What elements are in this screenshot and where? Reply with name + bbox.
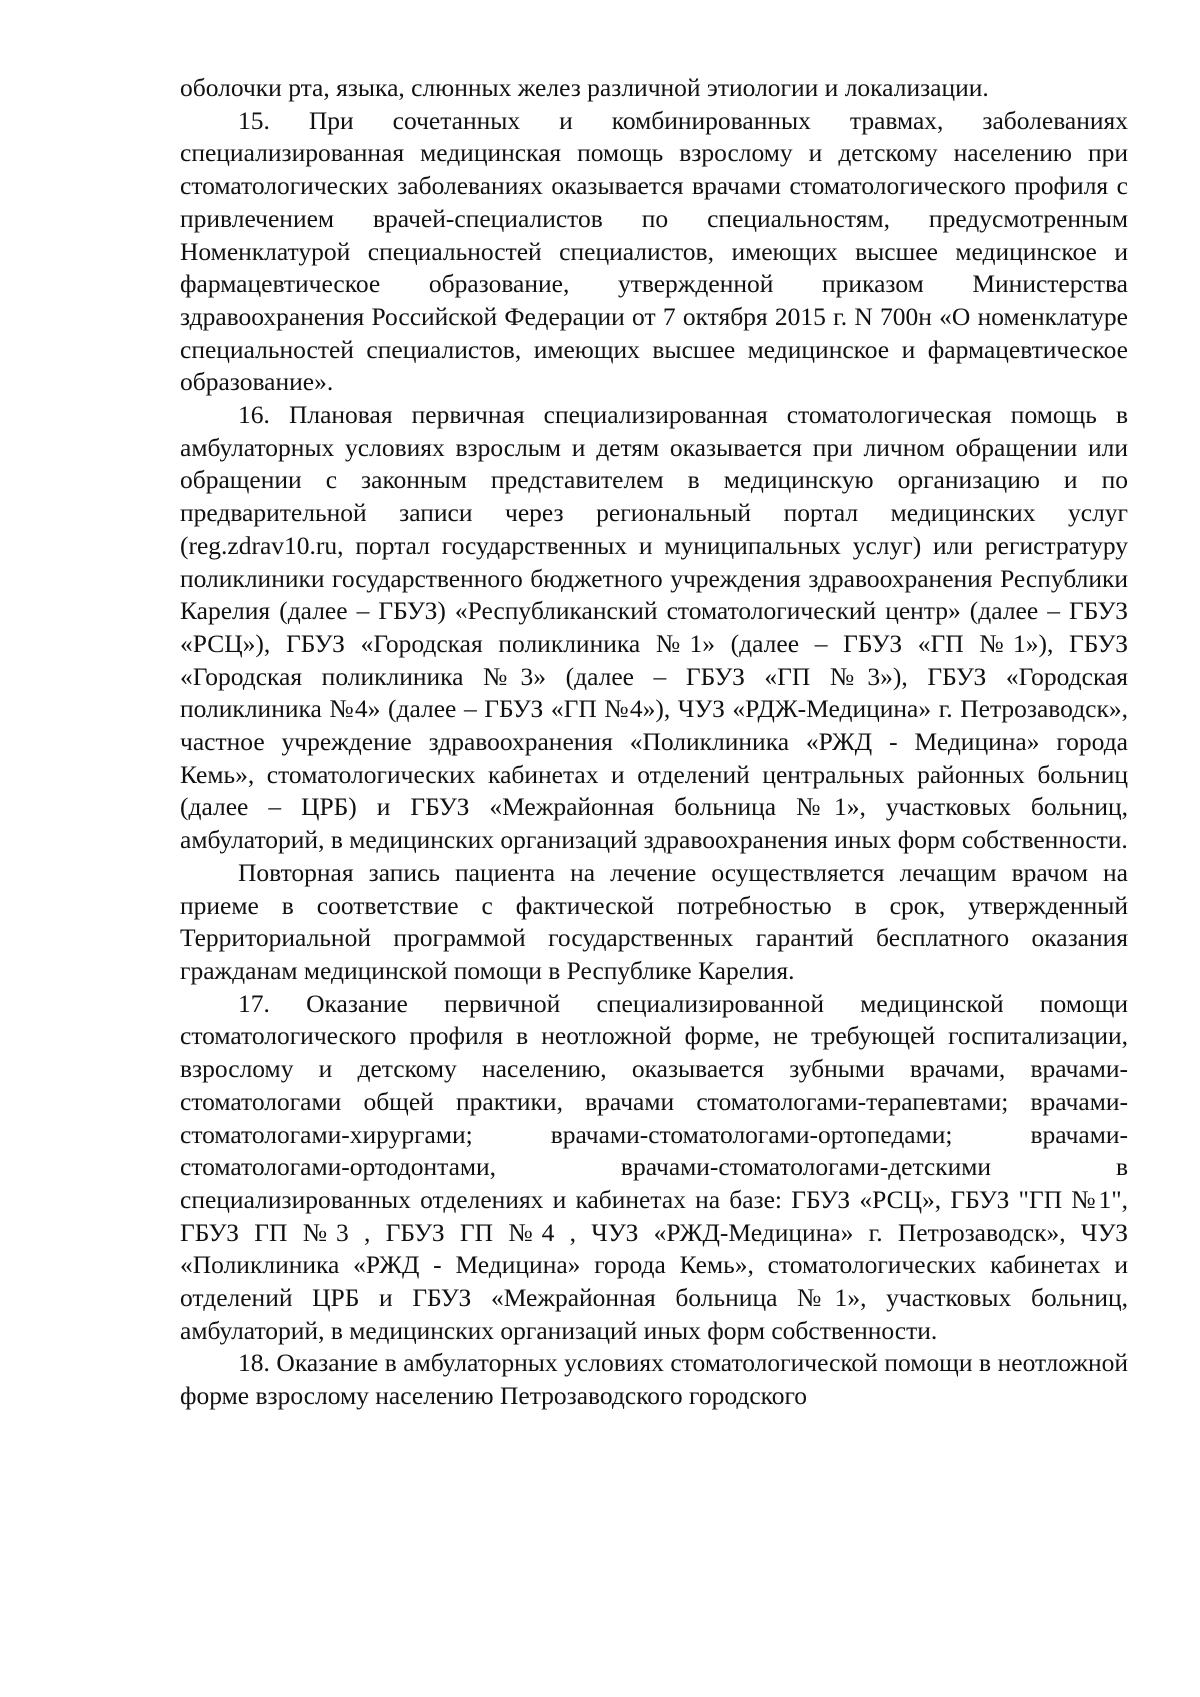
paragraph-15: 15. При сочетанных и комбинированных травмах, заболеваниях специализированная медицинская помощь взрослому и детскому населению при стоматологических заболеваниях оказывается врачами стоматологического профиля с привлечением врачей-специалистов по специальностям, предусмотренным Номенклатурой специальностей специалистов, имеющих высшее медицинское и фармацевтическое образование, утвержденной приказом Министерства здравоохранения Российской Федерации от 7 октября 2015 г. N 700н «О номенклатуре специальностей специалистов, имеющих высшее медицинское и фармацевтическое образование». (180, 105, 1128, 397)
paragraph-16: 16. Плановая первичная специализированная стоматологическая помощь в амбулаторных условиях взрослым и детям оказывается при личном обращении или обращении с законным представителем в медицинскую организацию и по предварительной записи через региональный портал медицинских услуг (reg.zdrav10.ru, портал государственных и муниципальных услуг) или регистратуру поликлиники государственного бюджетного учреждения здравоохранения Республики Карелия (далее – ГБУЗ) «Республиканский стоматологический центр» (далее – ГБУЗ «РСЦ»), ГБУЗ «Городская поликлиника №1» (далее – ГБУЗ «ГП №1»), ГБУЗ «Городская поликлиника №3» (далее – ГБУЗ «ГП №3»), ГБУЗ «Городская поликлиника №4» (далее – ГБУЗ «ГП №4»), ЧУЗ «РДЖ-Медицина» г. Петрозаводск», частное учреждение здравоохранения «Поликлиника «РЖД - Медицина» города Кемь», стоматологических кабинетах и отделений центральных районных больниц (далее – ЦРБ) и ГБУЗ «Межрайонная больница №1», участковых больниц, амбулаторий, в медицинских организаций здравоохранения иных форм собственности. (180, 400, 1128, 855)
paragraph-repeat-appointment: Повторная запись пациента на лечение осуществляется лечащим врачом на приеме в соответствие с фактической потребностью в срок, утвержденный Территориальной программой государственных гарантий бесплатного оказания гражданам медицинской помощи в Республике Карелия. (180, 857, 1128, 985)
paragraph-17: 17. Оказание первичной специализированной медицинской помощи стоматологического профиля в неотложной форме, не требующей госпитализации, взрослому и детскому населению, оказывается зубными врачами, врачами-стоматологами общей практики, врачами стоматологами-терапевтами; врачами-стоматологами-хирургами; врачами-стоматологами-ортопедами; врачами-стоматологами-ортодонтами, врачами-стоматологами-детскими в специализированных отделениях и кабинетах на базе: ГБУЗ «РСЦ», ГБУЗ "ГП №1", ГБУЗ ГП №3 , ГБУЗ ГП №4 , ЧУЗ «РЖД-Медицина» г. Петрозаводск», ЧУЗ «Поликлиника «РЖД - Медицина» города Кемь», стоматологических кабинетах и отделений ЦРБ и ГБУЗ «Межрайонная больница №1», участковых больниц, амбулаторий, в медицинских организаций иных форм собственности. (180, 988, 1128, 1345)
document-page (180, 72, 1128, 1413)
paragraph-continuation: оболочки рта, языка, слюнных желез различной этиологии и локализации. (180, 73, 989, 102)
paragraph-18: 18. Оказание в амбулаторных условиях стоматологической помощи в неотложной форме взрослому населению Петрозаводского городского (180, 1348, 1128, 1411)
